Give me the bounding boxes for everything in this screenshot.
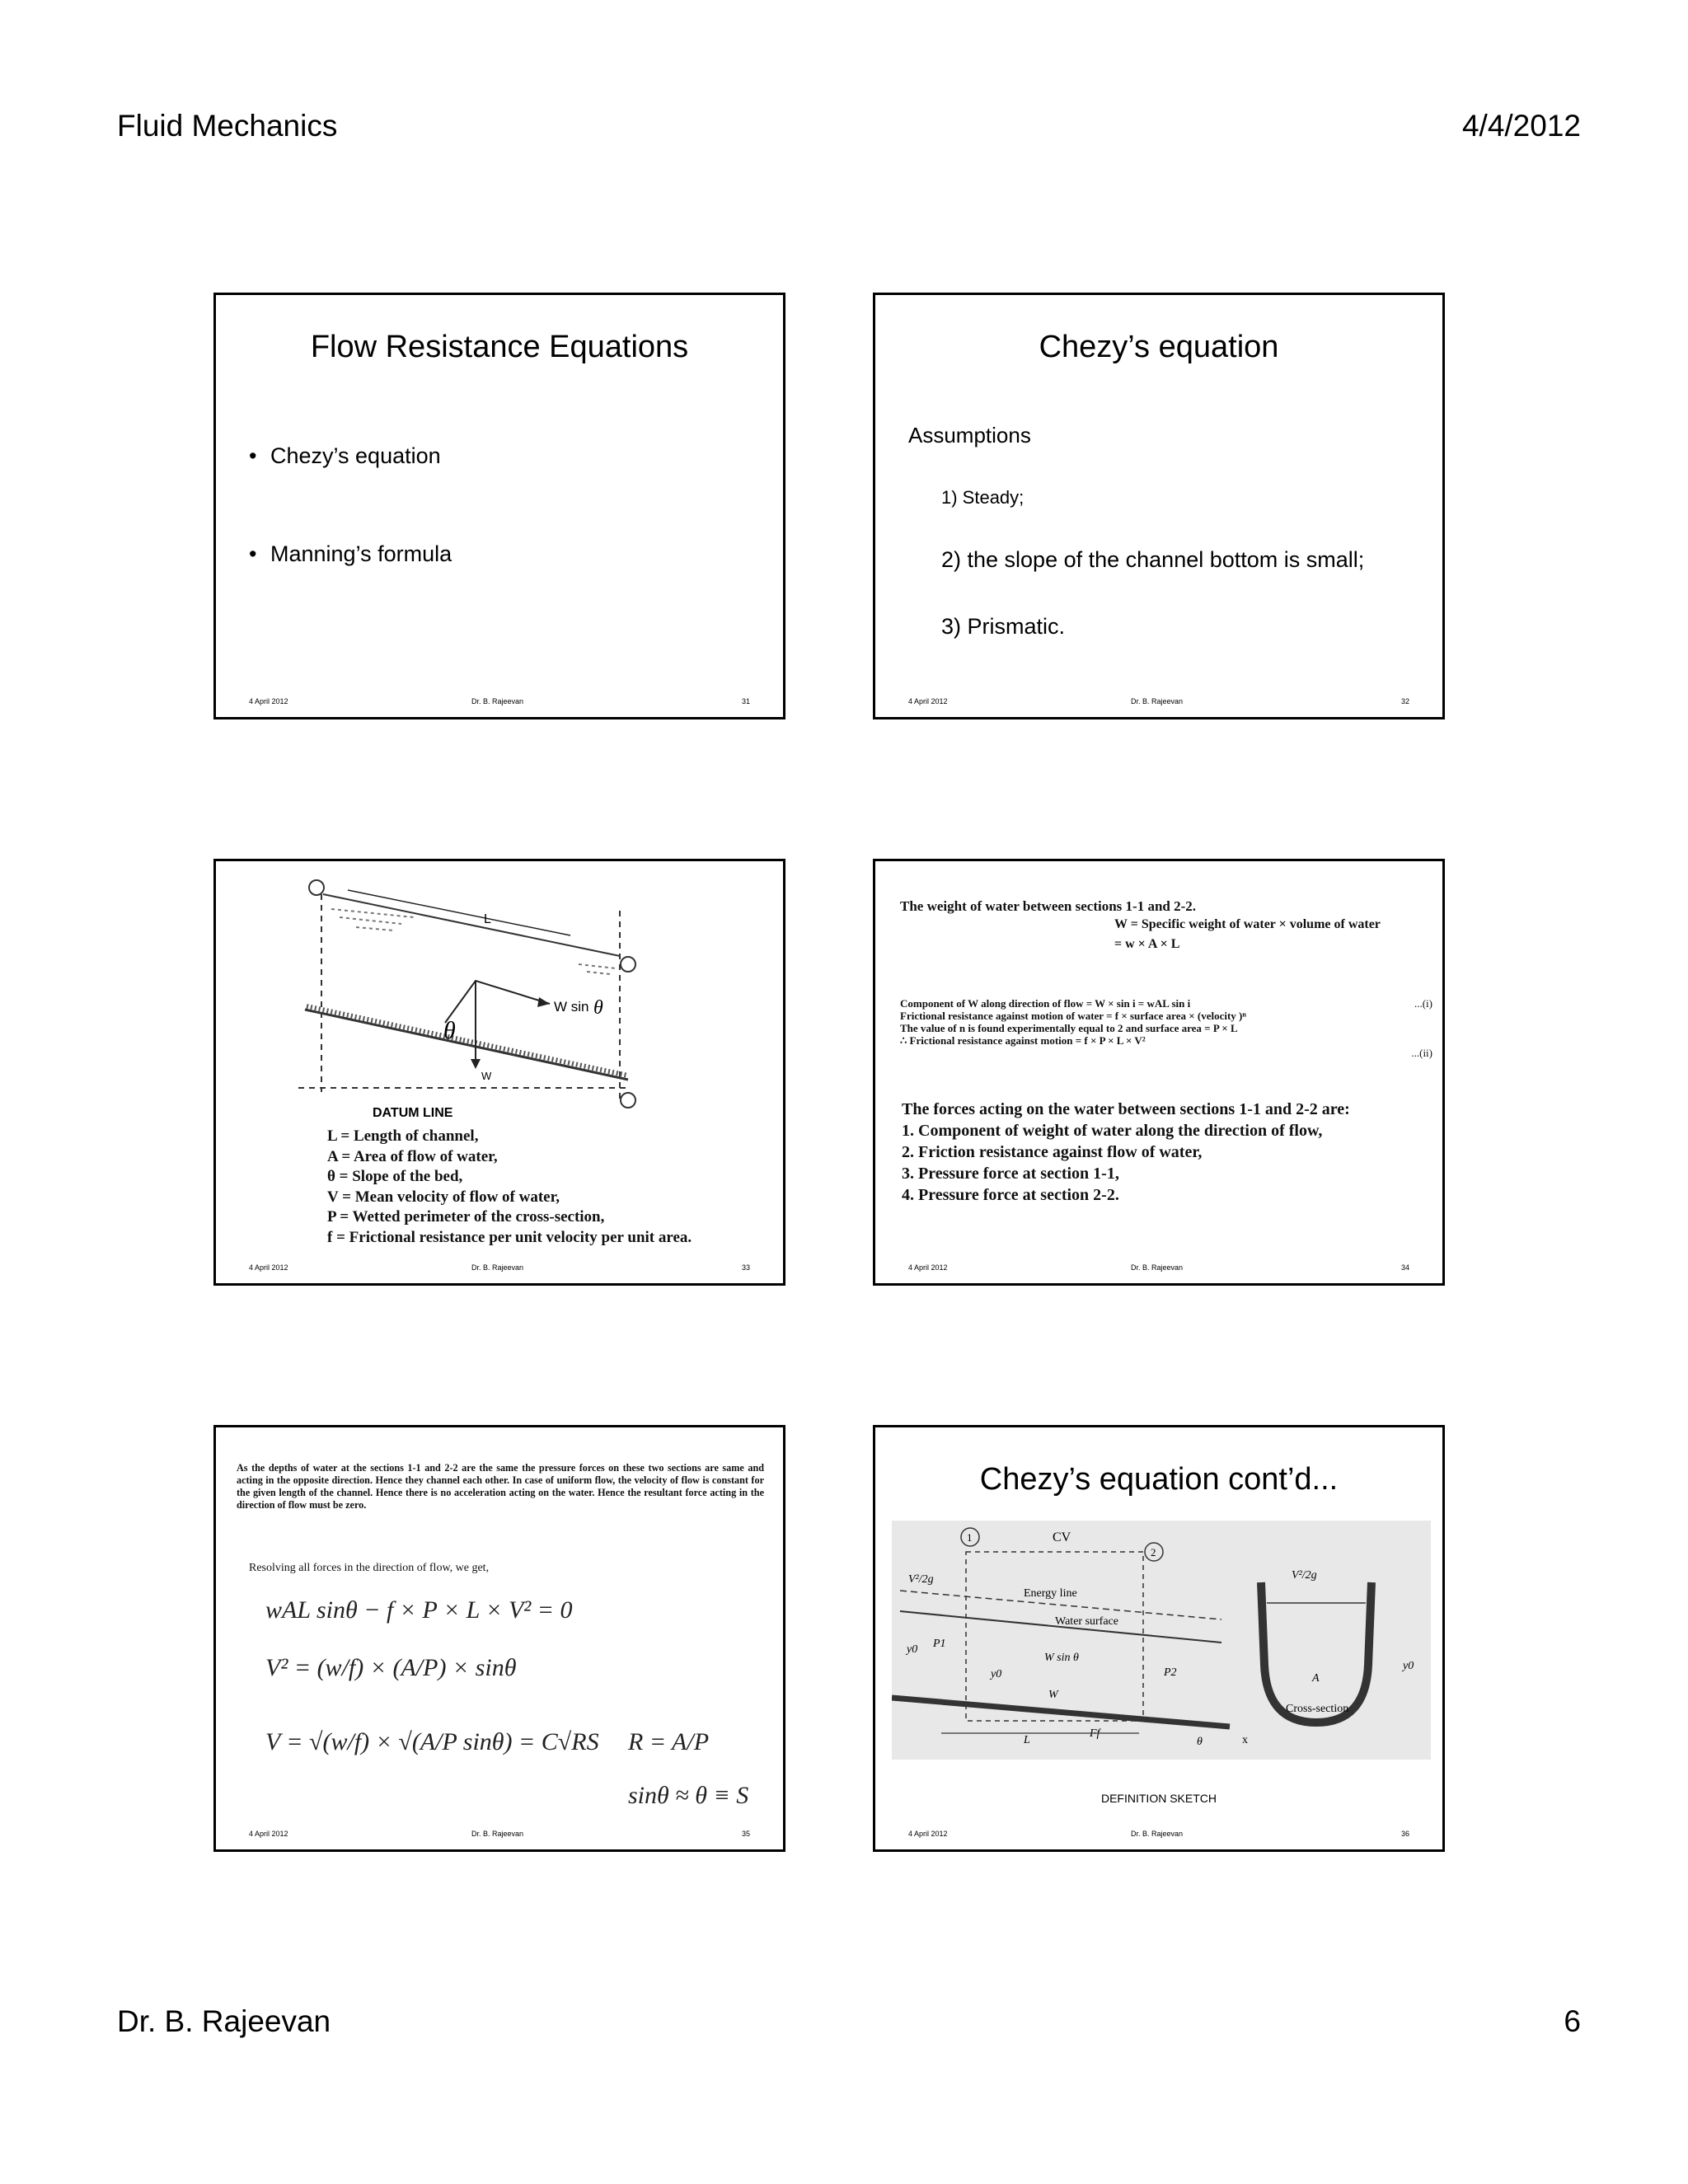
bullet-text: Chezy’s equation: [270, 443, 441, 468]
length-arrow: [348, 890, 570, 935]
equation-5: sinθ ≈ θ ≡ S: [628, 1782, 749, 1809]
slide-footer-date: 4 April 2012: [249, 697, 288, 705]
slide-title: Chezy’s equation: [1039, 330, 1279, 364]
assumption-item: 2) the slope of the channel bottom is small;: [941, 547, 1365, 572]
equation-3: V = √(w/f) × √(A/P sinθ) = C√RS: [265, 1728, 599, 1755]
weight-label: W: [1048, 1689, 1058, 1701]
slide-footer-author: Dr. B. Rajeevan: [1131, 697, 1184, 705]
slide-33: [213, 859, 785, 1286]
force-item: 1. Component of weight of water along the direction of flow,: [902, 1122, 1323, 1140]
slide-footer-author: Dr. B. Rajeevan: [471, 697, 524, 705]
sketch-svg: [892, 1521, 1431, 1760]
energy-line-label: Energy line: [1024, 1587, 1077, 1600]
section-2-marker: [621, 1093, 635, 1108]
forces-block: [902, 1099, 1350, 1206]
length-label: L: [484, 912, 491, 926]
bed-hatch: [307, 1006, 463, 1040]
header-date: 4/4/2012: [1461, 109, 1581, 143]
water-hatch: [579, 964, 616, 974]
page-number: 6: [1564, 2004, 1581, 2038]
cross-section-label: Cross-section: [1286, 1703, 1349, 1715]
slide-number: 34: [1400, 1263, 1409, 1272]
slide-title: Chezy’s equation cont’d...: [979, 1462, 1339, 1497]
equation-tag: ...(i): [1414, 997, 1432, 1010]
slide-footer-date: 4 April 2012: [908, 1830, 948, 1838]
cross-depth-label: y0: [1403, 1660, 1414, 1672]
force-theta-label: θ: [593, 997, 603, 1019]
slide-32: [873, 293, 1445, 719]
weight-title: The weight of water between sections 1-1 and 2-2.: [900, 898, 1197, 914]
theta-label: θ: [1197, 1736, 1203, 1748]
slide-number: 36: [1400, 1830, 1409, 1838]
slide-title: Flow Resistance Equations: [310, 330, 689, 364]
footer-author: Dr. B. Rajeevan: [117, 2004, 331, 2038]
datum-label: DATUM LINE: [373, 1106, 453, 1117]
cross-vhead-label: V²/2g: [1292, 1569, 1317, 1582]
bullet-manning: • Manning’s formula: [249, 541, 452, 566]
component-line: The value of n is found experimentally equal to 2 and surface area = P × L: [900, 1022, 1238, 1034]
assumption-item: 1) Steady;: [941, 487, 1025, 508]
bullet-chezy: • Chezy’s equation: [249, 443, 441, 468]
sketch-caption: DEFINITION SKETCH: [1100, 1792, 1217, 1805]
water-hatch: [331, 909, 414, 930]
weight-equation: W = Specific weight of water × volume of water: [1114, 917, 1381, 931]
friction-label: Ff: [1090, 1727, 1100, 1740]
assumption-item: 3) Prismatic.: [941, 614, 1066, 639]
water-surface-line: [323, 894, 620, 956]
section-2-marker: [621, 957, 635, 972]
wsin-label: W sin θ: [1044, 1652, 1079, 1664]
slide-footer-author: Dr. B. Rajeevan: [471, 1830, 524, 1838]
slide-footer-author: Dr. B. Rajeevan: [471, 1263, 524, 1272]
force-item: 2. Friction resistance against flow of water,: [902, 1143, 1203, 1161]
component-line: Frictional resistance against motion of water = f × surface area × (velocity )ⁿ: [900, 1010, 1246, 1022]
slide-number: 35: [741, 1830, 750, 1838]
equation-2: V² = (w/f) × (A/P) × sinθ: [265, 1654, 517, 1681]
slide-footer-date: 4 April 2012: [249, 1263, 288, 1272]
weight-label: W: [481, 1070, 492, 1082]
slide-footer-date: 4 April 2012: [908, 697, 948, 705]
definition-line: A = Area of flow of water,: [327, 1147, 498, 1165]
arrow-head: [471, 1059, 481, 1069]
equation-4: R = A/P: [628, 1728, 710, 1755]
section-1-number: 1: [967, 1531, 973, 1544]
assumptions-heading: Assumptions: [908, 423, 1031, 448]
velocity-head-label: V²/2g: [908, 1573, 934, 1586]
area-label: A: [1312, 1672, 1320, 1685]
weight-equation: = w × A × L: [1114, 937, 1180, 951]
definition-line: P = Wetted perimeter of the cross-section,: [327, 1208, 605, 1226]
force-item: 3. Pressure force at section 1-1,: [902, 1165, 1119, 1183]
definition-sketch: [892, 1521, 1431, 1760]
bullet-text: Manning’s formula: [270, 541, 452, 566]
explanation-paragraph: As the depths of water at the sections 1-1 and 2-2 are the same the pressure forces on these two sections are same and acting in the opposite direction. Hence they channel each other. In case of uniform flow, the velocity of flow is constant for the given length of the channel. Hence there is no acceleration acting on the water. Hence the resultant force acting in the direction of flow must be zero.: [237, 1462, 764, 1511]
x-label: x: [1242, 1734, 1248, 1746]
slide-footer-author: Dr. B. Rajeevan: [1131, 1263, 1184, 1272]
header-title: Fluid Mechanics: [117, 109, 338, 143]
slide-35: [213, 1425, 785, 1852]
equation-tag: ...(ii): [1411, 1047, 1432, 1059]
slide-footer-date: 4 April 2012: [249, 1830, 288, 1838]
force-label: W sin: [554, 999, 589, 1015]
channel-diagram: [298, 869, 678, 1117]
definition-line: f = Frictional resistance per unit velocity per unit area.: [327, 1228, 692, 1246]
force-vector: [445, 981, 550, 1023]
force-item: 4. Pressure force at section 2-2.: [902, 1186, 1119, 1204]
definition-line: V = Mean velocity of flow of water,: [327, 1188, 560, 1206]
definition-line: L = Length of channel,: [327, 1127, 479, 1145]
resolving-text: Resolving all forces in the direction of flow, we get,: [249, 1562, 490, 1574]
length-label: L: [1024, 1734, 1030, 1746]
arrow-head: [537, 997, 550, 1007]
section-1-marker: [309, 880, 324, 895]
slide-31: [213, 293, 785, 719]
section-2-number: 2: [1151, 1546, 1156, 1558]
definitions-list: [327, 1127, 692, 1248]
depth-label: y0: [991, 1668, 1002, 1680]
theta-label: θ: [443, 1017, 456, 1044]
definition-line: θ = Slope of the bed,: [327, 1168, 463, 1185]
equation-1: wAL sinθ − f × P × L × V² = 0: [265, 1596, 573, 1624]
slide-footer-author: Dr. B. Rajeevan: [1131, 1830, 1184, 1838]
p1-label: P1: [933, 1638, 946, 1650]
channel-bed: [305, 1010, 628, 1080]
slide-34: [873, 859, 1445, 1286]
depth-label: y0: [907, 1643, 918, 1656]
slide-number: 32: [1400, 697, 1409, 705]
water-surface-label: Water surface: [1055, 1615, 1118, 1628]
forces-title: The forces acting on the water between sections 1-1 and 2-2 are:: [902, 1100, 1350, 1118]
cv-label: CV: [1053, 1530, 1071, 1544]
slide-number: 31: [741, 697, 750, 705]
slide-36: [873, 1425, 1445, 1852]
component-line: ∴ Frictional resistance against motion = f × P × L × V²: [900, 1034, 1146, 1047]
component-line: Component of W along direction of flow = W × sin i = wAL sin i: [900, 997, 1191, 1010]
p2-label: P2: [1164, 1666, 1177, 1679]
component-block: [900, 997, 1246, 1047]
slide-number: 33: [741, 1263, 750, 1272]
slide-footer-date: 4 April 2012: [908, 1263, 948, 1272]
